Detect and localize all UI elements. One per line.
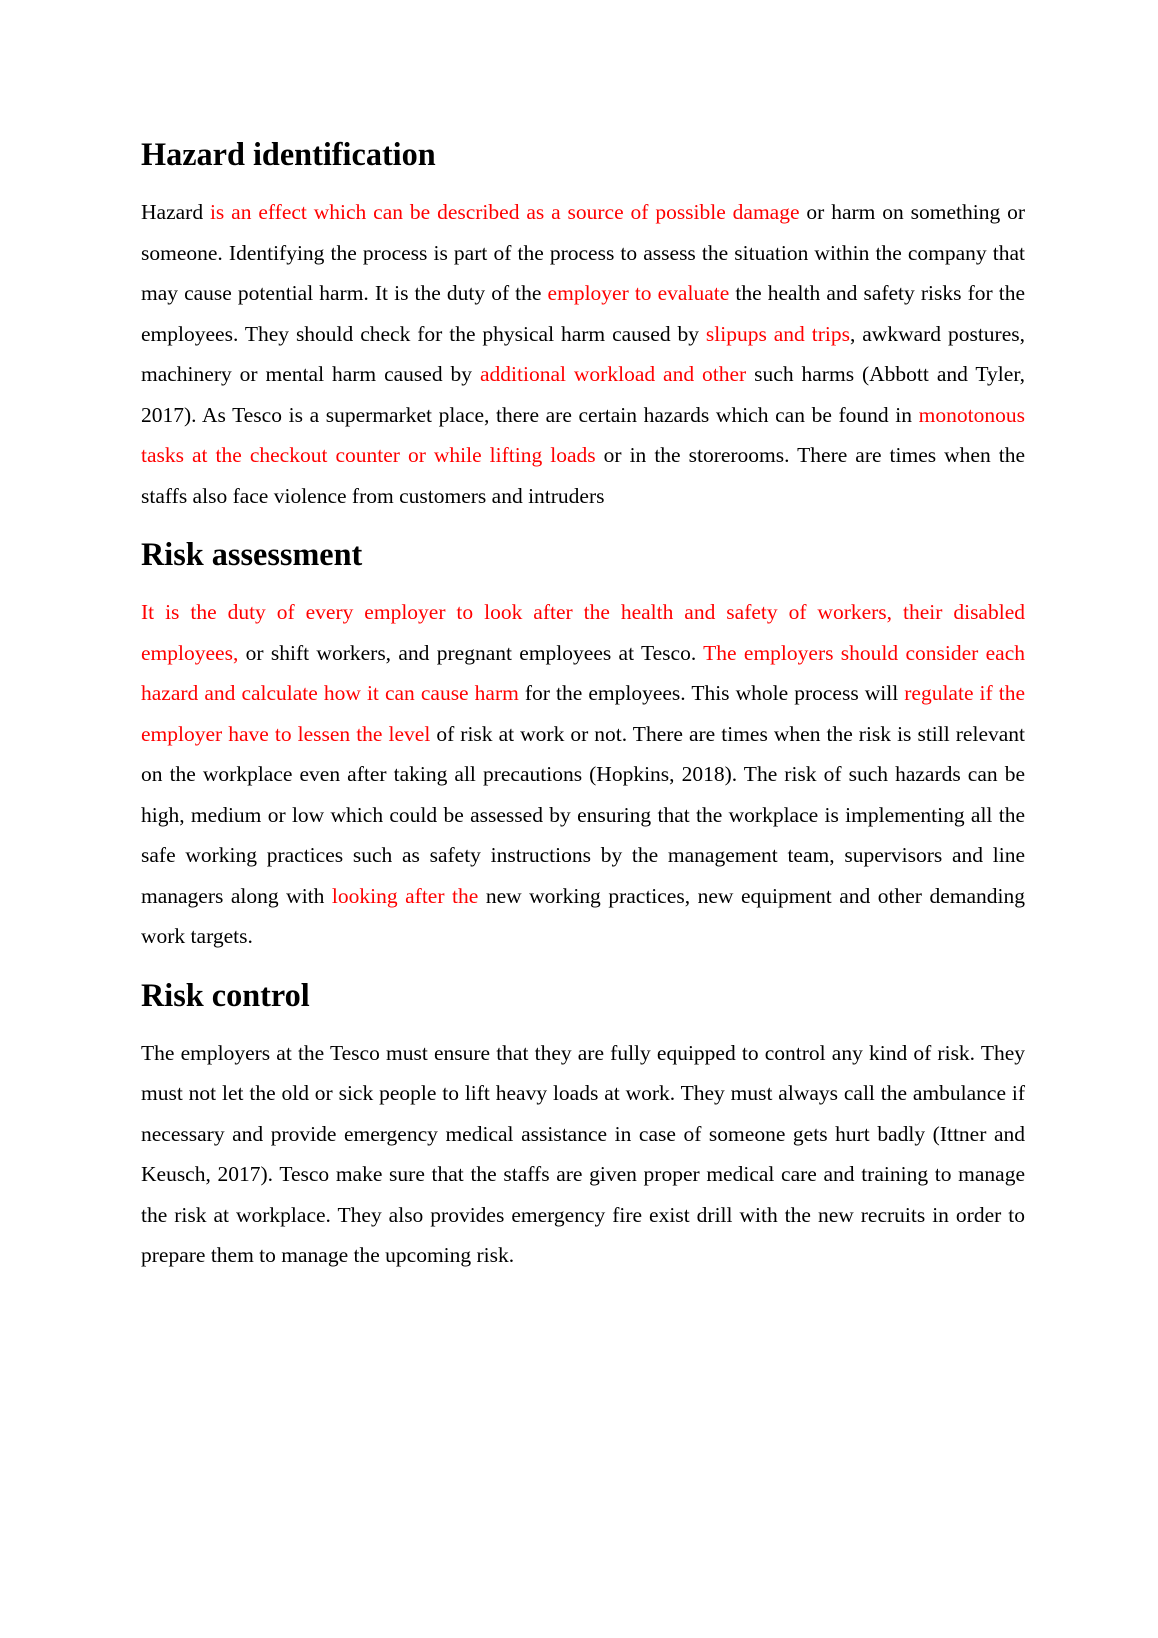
text-segment: for the employees. This whole process will: [518, 681, 905, 705]
highlighted-segment: The employers should consider each hazard and calculate how it can cause harm: [141, 640, 1025, 705]
text-segment: new working practices, new equipment and other demanding work targets.: [141, 883, 1025, 948]
paragraph-hazard-identification: [141, 192, 1025, 516]
text-segment: or in the storerooms. There are times when the staffs also face violence from customers and intruders: [141, 443, 1026, 508]
highlighted-segment: It is the duty of every employer to look after the health and safety of workers, their disabled employees,: [141, 600, 1025, 665]
text-segment: or shift workers, and pregnant employees at Tesco.: [238, 640, 704, 665]
paragraph-risk-assessment: [141, 592, 1025, 957]
heading-risk-assessment: Risk assessment: [141, 536, 363, 572]
text-segment: The employers at the Tesco must ensure that they are fully equipped to control any kind of risk. They must not let the old or sick people to lift heavy loads at work. They must always call the ambulance if necessary and provide emergency medical assistance in case of someone gets hurt badly (Ittner and Keusch, 2017). Tesco make sure that the staffs are given proper medical care and training to manage the risk at workplace. They also provides emergency fire exist drill with the new recruits in order to prepare them to manage the upcoming risk.: [141, 1040, 1025, 1267]
highlighted-segment: looking after the: [331, 883, 479, 908]
text-segment: such harms (Abbott and Tyler, 2017). As Tesco is a supermarket place, there are certain hazards which can be found in: [141, 362, 1025, 427]
highlighted-segment: employer to evaluate: [547, 281, 730, 305]
highlighted-segment: additional workload and other: [479, 362, 747, 386]
document-page: [141, 136, 1025, 1296]
highlighted-segment: monotonous tasks at the checkout counter or while lifting loads: [141, 402, 1025, 467]
text-segment: Hazard: [141, 200, 210, 224]
highlighted-segment: slipups and trips: [705, 321, 850, 346]
highlighted-segment: is an effect which can be described as a source of possible damage: [209, 200, 800, 224]
text-segment: or harm on something or someone. Identifying the process is part of the process to assess the situation within the company that may cause potential harm. It is the duty of the: [141, 200, 1026, 305]
heading-risk-control: Risk control: [141, 976, 310, 1013]
text-segment: of risk at work or not. There are times when the risk is still relevant on the workplace even after taking all precautions (Hopkins, 2018). The risk of such hazards can be high, medium or low which could be assessed by ensuring that the workplace is implementing all the safe working practices such as safety instructions by the management team, supervisors and line managers along with: [141, 721, 1026, 908]
paragraph-risk-control: [141, 1033, 1025, 1276]
highlighted-segment: regulate if the employer have to lessen the level: [141, 681, 1025, 746]
heading-hazard-identification: Hazard identification: [141, 136, 436, 172]
text-segment: the health and safety risks for the employees. They should check for the physical harm caused by: [141, 281, 1025, 346]
text-segment: , awkward postures, machinery or mental harm caused by: [141, 321, 1025, 386]
